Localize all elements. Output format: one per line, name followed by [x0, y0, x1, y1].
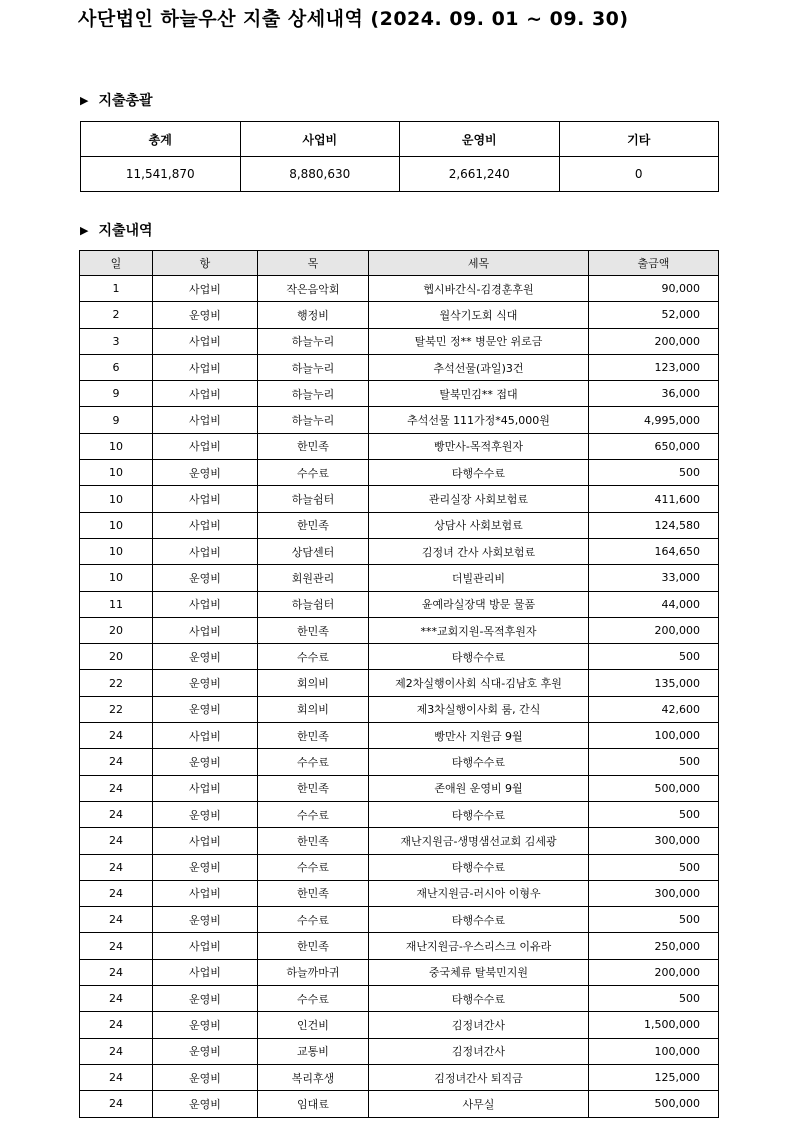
item-cell: 수수료 — [258, 907, 369, 933]
subitem-cell: 타행수수료 — [369, 749, 589, 775]
category-cell: 운영비 — [153, 801, 258, 827]
day-cell: 24 — [80, 723, 153, 749]
summary-section-heading — [80, 90, 153, 110]
amount-cell: 650,000 — [589, 433, 719, 459]
subitem-cell: 김정녀간사 — [369, 1012, 589, 1038]
day-cell: 10 — [80, 538, 153, 564]
table-row — [80, 1038, 719, 1064]
category-cell: 사업비 — [153, 880, 258, 906]
amount-cell: 36,000 — [589, 381, 719, 407]
item-cell: 임대료 — [258, 1091, 369, 1117]
subitem-cell: 월삭기도회 식대 — [369, 302, 589, 328]
amount-cell: 100,000 — [589, 723, 719, 749]
day-cell: 6 — [80, 354, 153, 380]
detail-table-body — [80, 276, 719, 1118]
day-cell: 24 — [80, 907, 153, 933]
summary-other-value: 0 — [559, 157, 719, 192]
subitem-cell: 타행수수료 — [369, 854, 589, 880]
subitem-cell: 추석선물 111가정*45,000원 — [369, 407, 589, 433]
amount-cell: 500 — [589, 986, 719, 1012]
table-row — [80, 1064, 719, 1090]
subitem-cell: 탈북민김** 접대 — [369, 381, 589, 407]
detail-header-cell: 일 — [80, 251, 153, 276]
subitem-cell: 헵시바간식-김경훈후원 — [369, 276, 589, 302]
day-cell: 24 — [80, 1038, 153, 1064]
table-row — [80, 302, 719, 328]
subitem-cell: 김정녀간사 퇴직금 — [369, 1064, 589, 1090]
table-row — [80, 1091, 719, 1117]
table-row — [80, 538, 719, 564]
table-row — [80, 933, 719, 959]
amount-cell: 44,000 — [589, 591, 719, 617]
category-cell: 운영비 — [153, 460, 258, 486]
detail-table — [79, 250, 719, 1118]
day-cell: 24 — [80, 933, 153, 959]
subitem-cell: 타행수수료 — [369, 801, 589, 827]
item-cell: 한민족 — [258, 933, 369, 959]
item-cell: 수수료 — [258, 986, 369, 1012]
amount-cell: 200,000 — [589, 959, 719, 985]
category-cell: 운영비 — [153, 1038, 258, 1064]
category-cell: 운영비 — [153, 749, 258, 775]
subitem-cell: 제3차실행이사회 룸, 간식 — [369, 696, 589, 722]
amount-cell: 250,000 — [589, 933, 719, 959]
subitem-cell: 빵만사-목적후원자 — [369, 433, 589, 459]
category-cell: 운영비 — [153, 907, 258, 933]
subitem-cell: 제2차실행이사회 식대-김남호 후원 — [369, 670, 589, 696]
play-triangle-icon: ▶ — [80, 93, 89, 107]
day-cell: 10 — [80, 433, 153, 459]
amount-cell: 500 — [589, 644, 719, 670]
amount-cell: 200,000 — [589, 617, 719, 643]
table-row — [80, 381, 719, 407]
table-row — [80, 880, 719, 906]
category-cell: 사업비 — [153, 486, 258, 512]
table-row — [80, 801, 719, 827]
detail-header-cell: 출금액 — [589, 251, 719, 276]
category-cell: 운영비 — [153, 854, 258, 880]
category-cell: 사업비 — [153, 512, 258, 538]
subitem-cell: ***교회지원-목적후원자 — [369, 617, 589, 643]
day-cell: 24 — [80, 1064, 153, 1090]
amount-cell: 33,000 — [589, 565, 719, 591]
play-triangle-icon: ▶ — [80, 223, 89, 237]
amount-cell: 500 — [589, 801, 719, 827]
category-cell: 사업비 — [153, 591, 258, 617]
summary-heading-label: 지출총괄 — [98, 93, 153, 109]
category-cell: 운영비 — [153, 302, 258, 328]
summary-project-value: 8,880,630 — [240, 157, 400, 192]
day-cell: 24 — [80, 1012, 153, 1038]
amount-cell: 500,000 — [589, 775, 719, 801]
amount-cell: 300,000 — [589, 828, 719, 854]
category-cell: 운영비 — [153, 565, 258, 591]
summary-value-row — [81, 157, 719, 192]
amount-cell: 500 — [589, 749, 719, 775]
item-cell: 한민족 — [258, 617, 369, 643]
category-cell: 운영비 — [153, 670, 258, 696]
item-cell: 하늘쉼터 — [258, 486, 369, 512]
day-cell: 22 — [80, 670, 153, 696]
amount-cell: 300,000 — [589, 880, 719, 906]
table-row — [80, 565, 719, 591]
day-cell: 24 — [80, 880, 153, 906]
subitem-cell: 사무실 — [369, 1091, 589, 1117]
item-cell: 하늘쉼터 — [258, 591, 369, 617]
day-cell: 9 — [80, 381, 153, 407]
amount-cell: 100,000 — [589, 1038, 719, 1064]
table-row — [80, 1012, 719, 1038]
table-row — [80, 407, 719, 433]
subitem-cell: 재난지원금-러시아 이형우 — [369, 880, 589, 906]
item-cell: 하늘누리 — [258, 328, 369, 354]
category-cell: 사업비 — [153, 381, 258, 407]
item-cell: 수수료 — [258, 854, 369, 880]
amount-cell: 52,000 — [589, 302, 719, 328]
amount-cell: 411,600 — [589, 486, 719, 512]
summary-operation-value: 2,661,240 — [400, 157, 560, 192]
day-cell: 10 — [80, 460, 153, 486]
category-cell: 사업비 — [153, 328, 258, 354]
category-cell: 사업비 — [153, 433, 258, 459]
subitem-cell: 중국체류 탈북민지원 — [369, 959, 589, 985]
amount-cell: 200,000 — [589, 328, 719, 354]
page-title: 사단법인 하늘우산 지출 상세내역 (2024. 09. 01 ~ 09. 30) — [78, 8, 629, 30]
item-cell: 수수료 — [258, 801, 369, 827]
table-row — [80, 907, 719, 933]
amount-cell: 124,580 — [589, 512, 719, 538]
day-cell: 3 — [80, 328, 153, 354]
category-cell: 사업비 — [153, 538, 258, 564]
item-cell: 상담센터 — [258, 538, 369, 564]
item-cell: 하늘누리 — [258, 354, 369, 380]
category-cell: 운영비 — [153, 696, 258, 722]
day-cell: 24 — [80, 828, 153, 854]
detail-section-heading — [80, 220, 153, 240]
summary-table — [80, 121, 719, 192]
subitem-cell: 타행수수료 — [369, 460, 589, 486]
table-row — [80, 512, 719, 538]
summary-header-cell: 총계 — [81, 122, 241, 157]
subitem-cell: 상담사 사회보험료 — [369, 512, 589, 538]
table-row — [80, 696, 719, 722]
day-cell: 10 — [80, 512, 153, 538]
detail-header-cell: 목 — [258, 251, 369, 276]
summary-header-cell: 운영비 — [400, 122, 560, 157]
table-row — [80, 723, 719, 749]
day-cell: 24 — [80, 1091, 153, 1117]
category-cell: 사업비 — [153, 959, 258, 985]
day-cell: 2 — [80, 302, 153, 328]
category-cell: 운영비 — [153, 1064, 258, 1090]
detail-heading-label: 지출내역 — [98, 223, 153, 239]
amount-cell: 123,000 — [589, 354, 719, 380]
subitem-cell: 존애원 운영비 9월 — [369, 775, 589, 801]
table-row — [80, 644, 719, 670]
item-cell: 행정비 — [258, 302, 369, 328]
category-cell: 사업비 — [153, 723, 258, 749]
table-row — [80, 486, 719, 512]
item-cell: 하늘누리 — [258, 407, 369, 433]
day-cell: 24 — [80, 749, 153, 775]
amount-cell: 500,000 — [589, 1091, 719, 1117]
category-cell: 운영비 — [153, 644, 258, 670]
table-row — [80, 328, 719, 354]
day-cell: 24 — [80, 775, 153, 801]
table-row — [80, 854, 719, 880]
category-cell: 사업비 — [153, 407, 258, 433]
item-cell: 한민족 — [258, 775, 369, 801]
item-cell: 한민족 — [258, 512, 369, 538]
item-cell: 회의비 — [258, 670, 369, 696]
subitem-cell: 더빌관리비 — [369, 565, 589, 591]
day-cell: 1 — [80, 276, 153, 302]
day-cell: 20 — [80, 644, 153, 670]
amount-cell: 500 — [589, 460, 719, 486]
table-row — [80, 433, 719, 459]
category-cell: 사업비 — [153, 354, 258, 380]
day-cell: 20 — [80, 617, 153, 643]
category-cell: 운영비 — [153, 986, 258, 1012]
item-cell: 교통비 — [258, 1038, 369, 1064]
summary-header-cell: 기타 — [559, 122, 719, 157]
amount-cell: 500 — [589, 854, 719, 880]
amount-cell: 164,650 — [589, 538, 719, 564]
day-cell: 24 — [80, 986, 153, 1012]
day-cell: 22 — [80, 696, 153, 722]
subitem-cell: 재난지원금-생명샘선교회 김세광 — [369, 828, 589, 854]
amount-cell: 90,000 — [589, 276, 719, 302]
amount-cell: 500 — [589, 907, 719, 933]
item-cell: 수수료 — [258, 644, 369, 670]
amount-cell: 1,500,000 — [589, 1012, 719, 1038]
day-cell: 24 — [80, 959, 153, 985]
subitem-cell: 빵만사 지원금 9월 — [369, 723, 589, 749]
item-cell: 한민족 — [258, 880, 369, 906]
detail-header-cell: 세목 — [369, 251, 589, 276]
item-cell: 회원관리 — [258, 565, 369, 591]
summary-header-row — [81, 122, 719, 157]
detail-header-row — [80, 251, 719, 276]
table-row — [80, 749, 719, 775]
day-cell: 24 — [80, 801, 153, 827]
table-row — [80, 986, 719, 1012]
table-row — [80, 959, 719, 985]
item-cell: 작은음악회 — [258, 276, 369, 302]
category-cell: 사업비 — [153, 933, 258, 959]
detail-header-cell: 항 — [153, 251, 258, 276]
subitem-cell: 탈북민 정** 병문안 위로금 — [369, 328, 589, 354]
item-cell: 회의비 — [258, 696, 369, 722]
category-cell: 운영비 — [153, 1091, 258, 1117]
item-cell: 한민족 — [258, 433, 369, 459]
day-cell: 24 — [80, 854, 153, 880]
table-row — [80, 460, 719, 486]
table-row — [80, 617, 719, 643]
category-cell: 사업비 — [153, 617, 258, 643]
table-row — [80, 276, 719, 302]
summary-header-cell: 사업비 — [240, 122, 400, 157]
summary-total-value: 11,541,870 — [81, 157, 241, 192]
table-row — [80, 775, 719, 801]
table-row — [80, 354, 719, 380]
item-cell: 수수료 — [258, 460, 369, 486]
item-cell: 인건비 — [258, 1012, 369, 1038]
day-cell: 11 — [80, 591, 153, 617]
day-cell: 10 — [80, 486, 153, 512]
subitem-cell: 추석선물(과일)3건 — [369, 354, 589, 380]
category-cell: 사업비 — [153, 828, 258, 854]
category-cell: 사업비 — [153, 276, 258, 302]
category-cell: 사업비 — [153, 775, 258, 801]
category-cell: 운영비 — [153, 1012, 258, 1038]
amount-cell: 125,000 — [589, 1064, 719, 1090]
amount-cell: 42,600 — [589, 696, 719, 722]
amount-cell: 135,000 — [589, 670, 719, 696]
item-cell: 하늘누리 — [258, 381, 369, 407]
subitem-cell: 타행수수료 — [369, 644, 589, 670]
table-row — [80, 591, 719, 617]
subitem-cell: 김정녀 간사 사회보험료 — [369, 538, 589, 564]
subitem-cell: 관리실장 사회보험료 — [369, 486, 589, 512]
table-row — [80, 670, 719, 696]
item-cell: 수수료 — [258, 749, 369, 775]
subitem-cell: 타행수수료 — [369, 986, 589, 1012]
day-cell: 9 — [80, 407, 153, 433]
item-cell: 하늘까마귀 — [258, 959, 369, 985]
table-row — [80, 828, 719, 854]
amount-cell: 4,995,000 — [589, 407, 719, 433]
subitem-cell: 재난지원금-우스리스크 이유라 — [369, 933, 589, 959]
item-cell: 한민족 — [258, 828, 369, 854]
item-cell: 한민족 — [258, 723, 369, 749]
subitem-cell: 타행수수료 — [369, 907, 589, 933]
subitem-cell: 윤예라실장댁 방문 물품 — [369, 591, 589, 617]
day-cell: 10 — [80, 565, 153, 591]
subitem-cell: 김정녀간사 — [369, 1038, 589, 1064]
item-cell: 복리후생 — [258, 1064, 369, 1090]
